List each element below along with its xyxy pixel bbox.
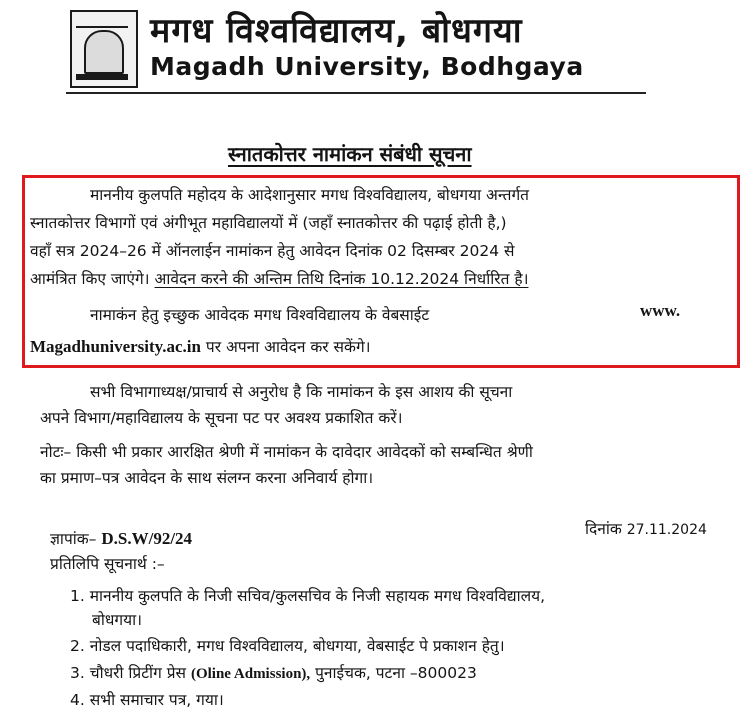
boxed-line-4 [30,267,528,289]
note-line-1: नोटः– किसी भी प्रकार आरक्षित श्रेणी में नामांकन के दावेदार आवेदकों को सम्बन्धित श्रेणी [40,443,533,461]
memo-label: ज्ञापांक– [50,530,97,548]
copy-item-1 [70,584,545,606]
memo-date-label: दिनांक [585,520,622,538]
university-name-english: Magadh University, Bodhgaya [150,52,584,81]
boxed-line-2: स्नातकोत्तर विभागों एवं अंगीभूत महाविद्यालयों में (जहाँ स्नातकोत्तर की पढ़ाई होती है,) [30,214,507,232]
copy-item-4-text: सभी समाचार पत्र, गया। [89,691,224,709]
copy-item-2-text: नोडल पदाधिकारी, मगध विश्वविद्यालय, बोधगया, वेबसाईट पे प्रकाशन हेतु। [89,637,505,655]
copy-item-3-text-b: (Oline Admission), [190,666,311,682]
university-name-hindi: मगध विश्वविद्यालय, बोधगया [150,11,523,51]
website-url-part2: Magadhuniversity.ac.in [30,337,201,356]
header-divider [66,92,646,94]
copy-item-4 [70,688,224,710]
memo-date [585,517,707,539]
boxed-line-3: वहाँ सत्र 2024–26 में ऑनलाईन नामांकन हेतु आवेदन दिनांक 02 दिसम्बर 2024 से [30,242,515,260]
request-line-1: सभी विभागाध्यक्ष/प्राचार्य से अनुरोध है कि नामांकन के इस आशय की सूचना [90,383,513,401]
note-line-2: का प्रमाण–पत्र आवेदन के साथ संलग्न करना अनिवार्य होगा। [40,469,374,487]
notice-title: स्नातकोत्तर नामांकन संबंधी सूचना [228,142,472,166]
boxed-line-6 [30,335,371,357]
university-logo [70,10,138,88]
boxed-line-1: माननीय कुलपति महोदय के आदेशानुसार मगध विश्वविद्यालय, बोधगया अन्तर्गत [90,186,530,204]
memo-date-value: 27.11.2024 [626,522,707,538]
memo-number [50,527,192,549]
copy-item-3-text-c: पुनाईचक, पटना –800023 [315,664,477,682]
website-url-part1: www. [640,301,681,320]
copy-item-1-cont: बोधगया। [92,611,143,629]
request-line-2: अपने विभाग/महाविद्यालय के सूचना पट पर अवश्य प्रकाशित करें। [40,409,403,427]
copy-heading: प्रतिलिपि सूचनार्थ :– [50,555,165,573]
copy-item-3 [70,661,477,683]
copy-item-2-num: 2. [70,637,85,655]
boxed-line-4-plain: आमंत्रित किए जाएंगे। [30,270,150,288]
deadline-text: आवेदन करने की अन्तिम तिथि दिनांक 10.12.2024 निर्धारित है। [154,270,529,288]
memo-ref: D.S.W/92/24 [101,529,193,548]
copy-item-3-text-a: चौधरी प्रिटींग प्रेस [89,664,187,682]
boxed-line-5-text: नामाकंन हेतु इच्छुक आवेदक मगध विश्वविद्यालय के वेबसाईट [90,306,430,324]
boxed-line-6-text: पर अपना आवेदन कर सकेंगे। [205,338,371,356]
copy-item-4-num: 4. [70,691,85,709]
copy-item-1-num: 1. [70,587,85,605]
boxed-line-5 [90,303,429,325]
copy-item-1-text: माननीय कुलपति के निजी सचिव/कुलसचिव के निजी सहायक मगध विश्वविद्यालय, [89,587,546,605]
copy-item-2 [70,634,505,656]
copy-item-3-num: 3. [70,664,85,682]
